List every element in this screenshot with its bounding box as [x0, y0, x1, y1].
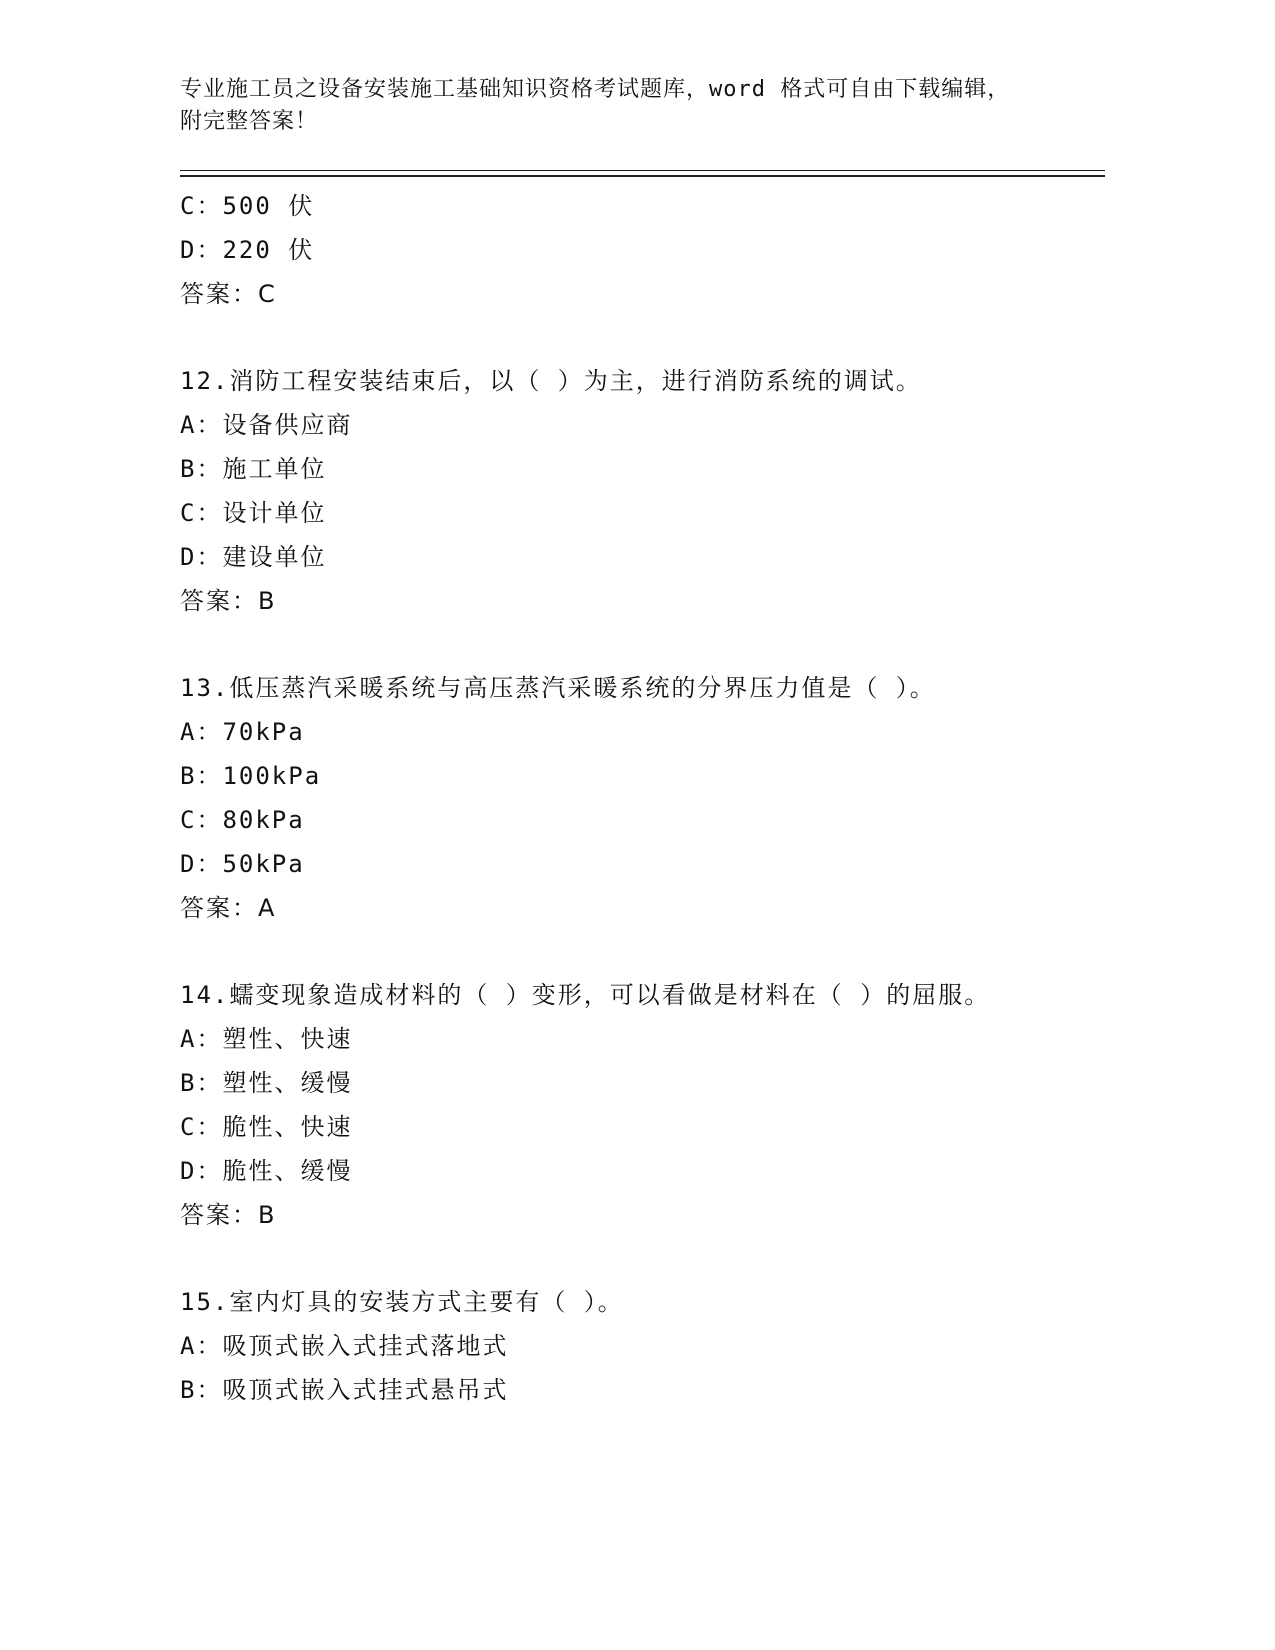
option-c: C：500 伏 [180, 192, 315, 220]
header-divider-thin [180, 170, 1105, 171]
question-stem: 14.蠕变现象造成材料的（ ）变形，可以看做是材料在（ ）的屈服。 [180, 981, 991, 1009]
question-14 [180, 973, 1105, 1237]
option-c: C：设计单位 [180, 499, 327, 527]
question-13 [180, 666, 1105, 930]
option-d: D：50kPa [180, 850, 305, 878]
answer-line: 答案：C [180, 280, 277, 308]
option-d: D：220 伏 [180, 236, 315, 264]
question-content [180, 184, 1105, 1412]
header-divider-thick [180, 175, 1105, 177]
option-d: D：建设单位 [180, 543, 327, 571]
option-b: B：施工单位 [180, 455, 327, 483]
question-stem: 15.室内灯具的安装方式主要有（ ）。 [180, 1288, 624, 1316]
option-b: B：吸顶式嵌入式挂式悬吊式 [180, 1376, 509, 1404]
question-stem: 13.低压蒸汽采暖系统与高压蒸汽采暖系统的分界压力值是（ ）。 [180, 674, 936, 702]
header-line-2: 附完整答案！ [180, 109, 319, 134]
option-a: A：塑性、快速 [180, 1025, 353, 1053]
header-line-1: 专业施工员之设备安装施工基础知识资格考试题库，word 格式可自由下载编辑， [180, 77, 1011, 102]
option-a: A：吸顶式嵌入式挂式落地式 [180, 1332, 509, 1360]
question-12 [180, 359, 1105, 623]
option-d: D：脆性、缓慢 [180, 1157, 353, 1185]
option-c: C：脆性、快速 [180, 1113, 353, 1141]
question-stem: 12.消防工程安装结束后，以（ ）为主，进行消防系统的调试。 [180, 367, 922, 395]
spacer [180, 623, 1105, 666]
answer-line: 答案：B [180, 587, 277, 615]
spacer [180, 1237, 1105, 1280]
answer-line: 答案：B [180, 1201, 277, 1229]
spacer [180, 316, 1105, 359]
document-header [180, 74, 1040, 138]
option-c: C：80kPa [180, 806, 305, 834]
question-11-continued [180, 184, 1105, 316]
option-a: A：70kPa [180, 718, 305, 746]
option-b: B：100kPa [180, 762, 322, 790]
spacer [180, 930, 1105, 973]
answer-line: 答案：A [180, 894, 277, 922]
question-15 [180, 1280, 1105, 1412]
option-b: B：塑性、缓慢 [180, 1069, 353, 1097]
option-a: A：设备供应商 [180, 411, 353, 439]
